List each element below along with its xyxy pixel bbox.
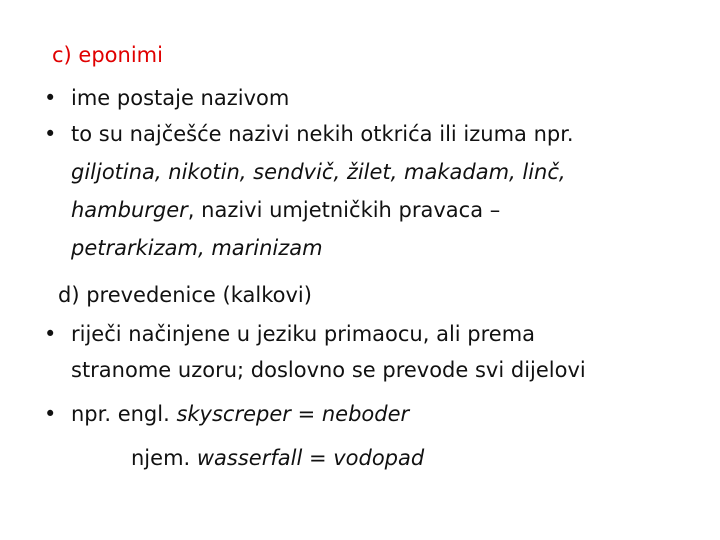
example-english: skyscreper = neboder (176, 402, 410, 426)
example-prefix: njem. (131, 446, 197, 470)
line-text: , nazivi umjetničkih pravaca – (187, 198, 501, 222)
bullet-point: • (44, 122, 57, 146)
bullet-point: • (44, 402, 57, 426)
example-prefix: npr. engl. (71, 402, 177, 426)
bullet-2-line-3 (71, 192, 500, 228)
examples-italic: giljotina, nikotin, sendvič, žilet, makadam, linč, (71, 160, 566, 184)
bullet-text: ime postaje nazivom (71, 86, 290, 110)
bullet-2-line-4 (71, 230, 323, 266)
bullet-text (71, 396, 409, 432)
example-german: wasserfall = vodopad (196, 446, 425, 470)
bullet-point: • (44, 86, 57, 110)
bullet-point: • (44, 322, 57, 346)
bullet-3-line-2 (71, 352, 586, 388)
heading-d-prevedenice: d) prevedenice (kalkovi) (58, 283, 312, 307)
line-njem (131, 440, 424, 476)
heading-c-eponimi: c) eponimi (52, 43, 163, 67)
bullet-text: to su najčešće nazivi nekih otkrića ili izuma npr. (71, 122, 574, 146)
bullet-2-line-2 (71, 154, 566, 190)
line-text: stranome uzoru; doslovno se prevode svi dijelovi (71, 358, 586, 382)
example-hamburger: hamburger (71, 198, 188, 222)
examples-pravci: petrarkizam, marinizam (71, 236, 323, 260)
bullet-text: riječi načinjene u jeziku primaocu, ali prema (71, 322, 536, 346)
